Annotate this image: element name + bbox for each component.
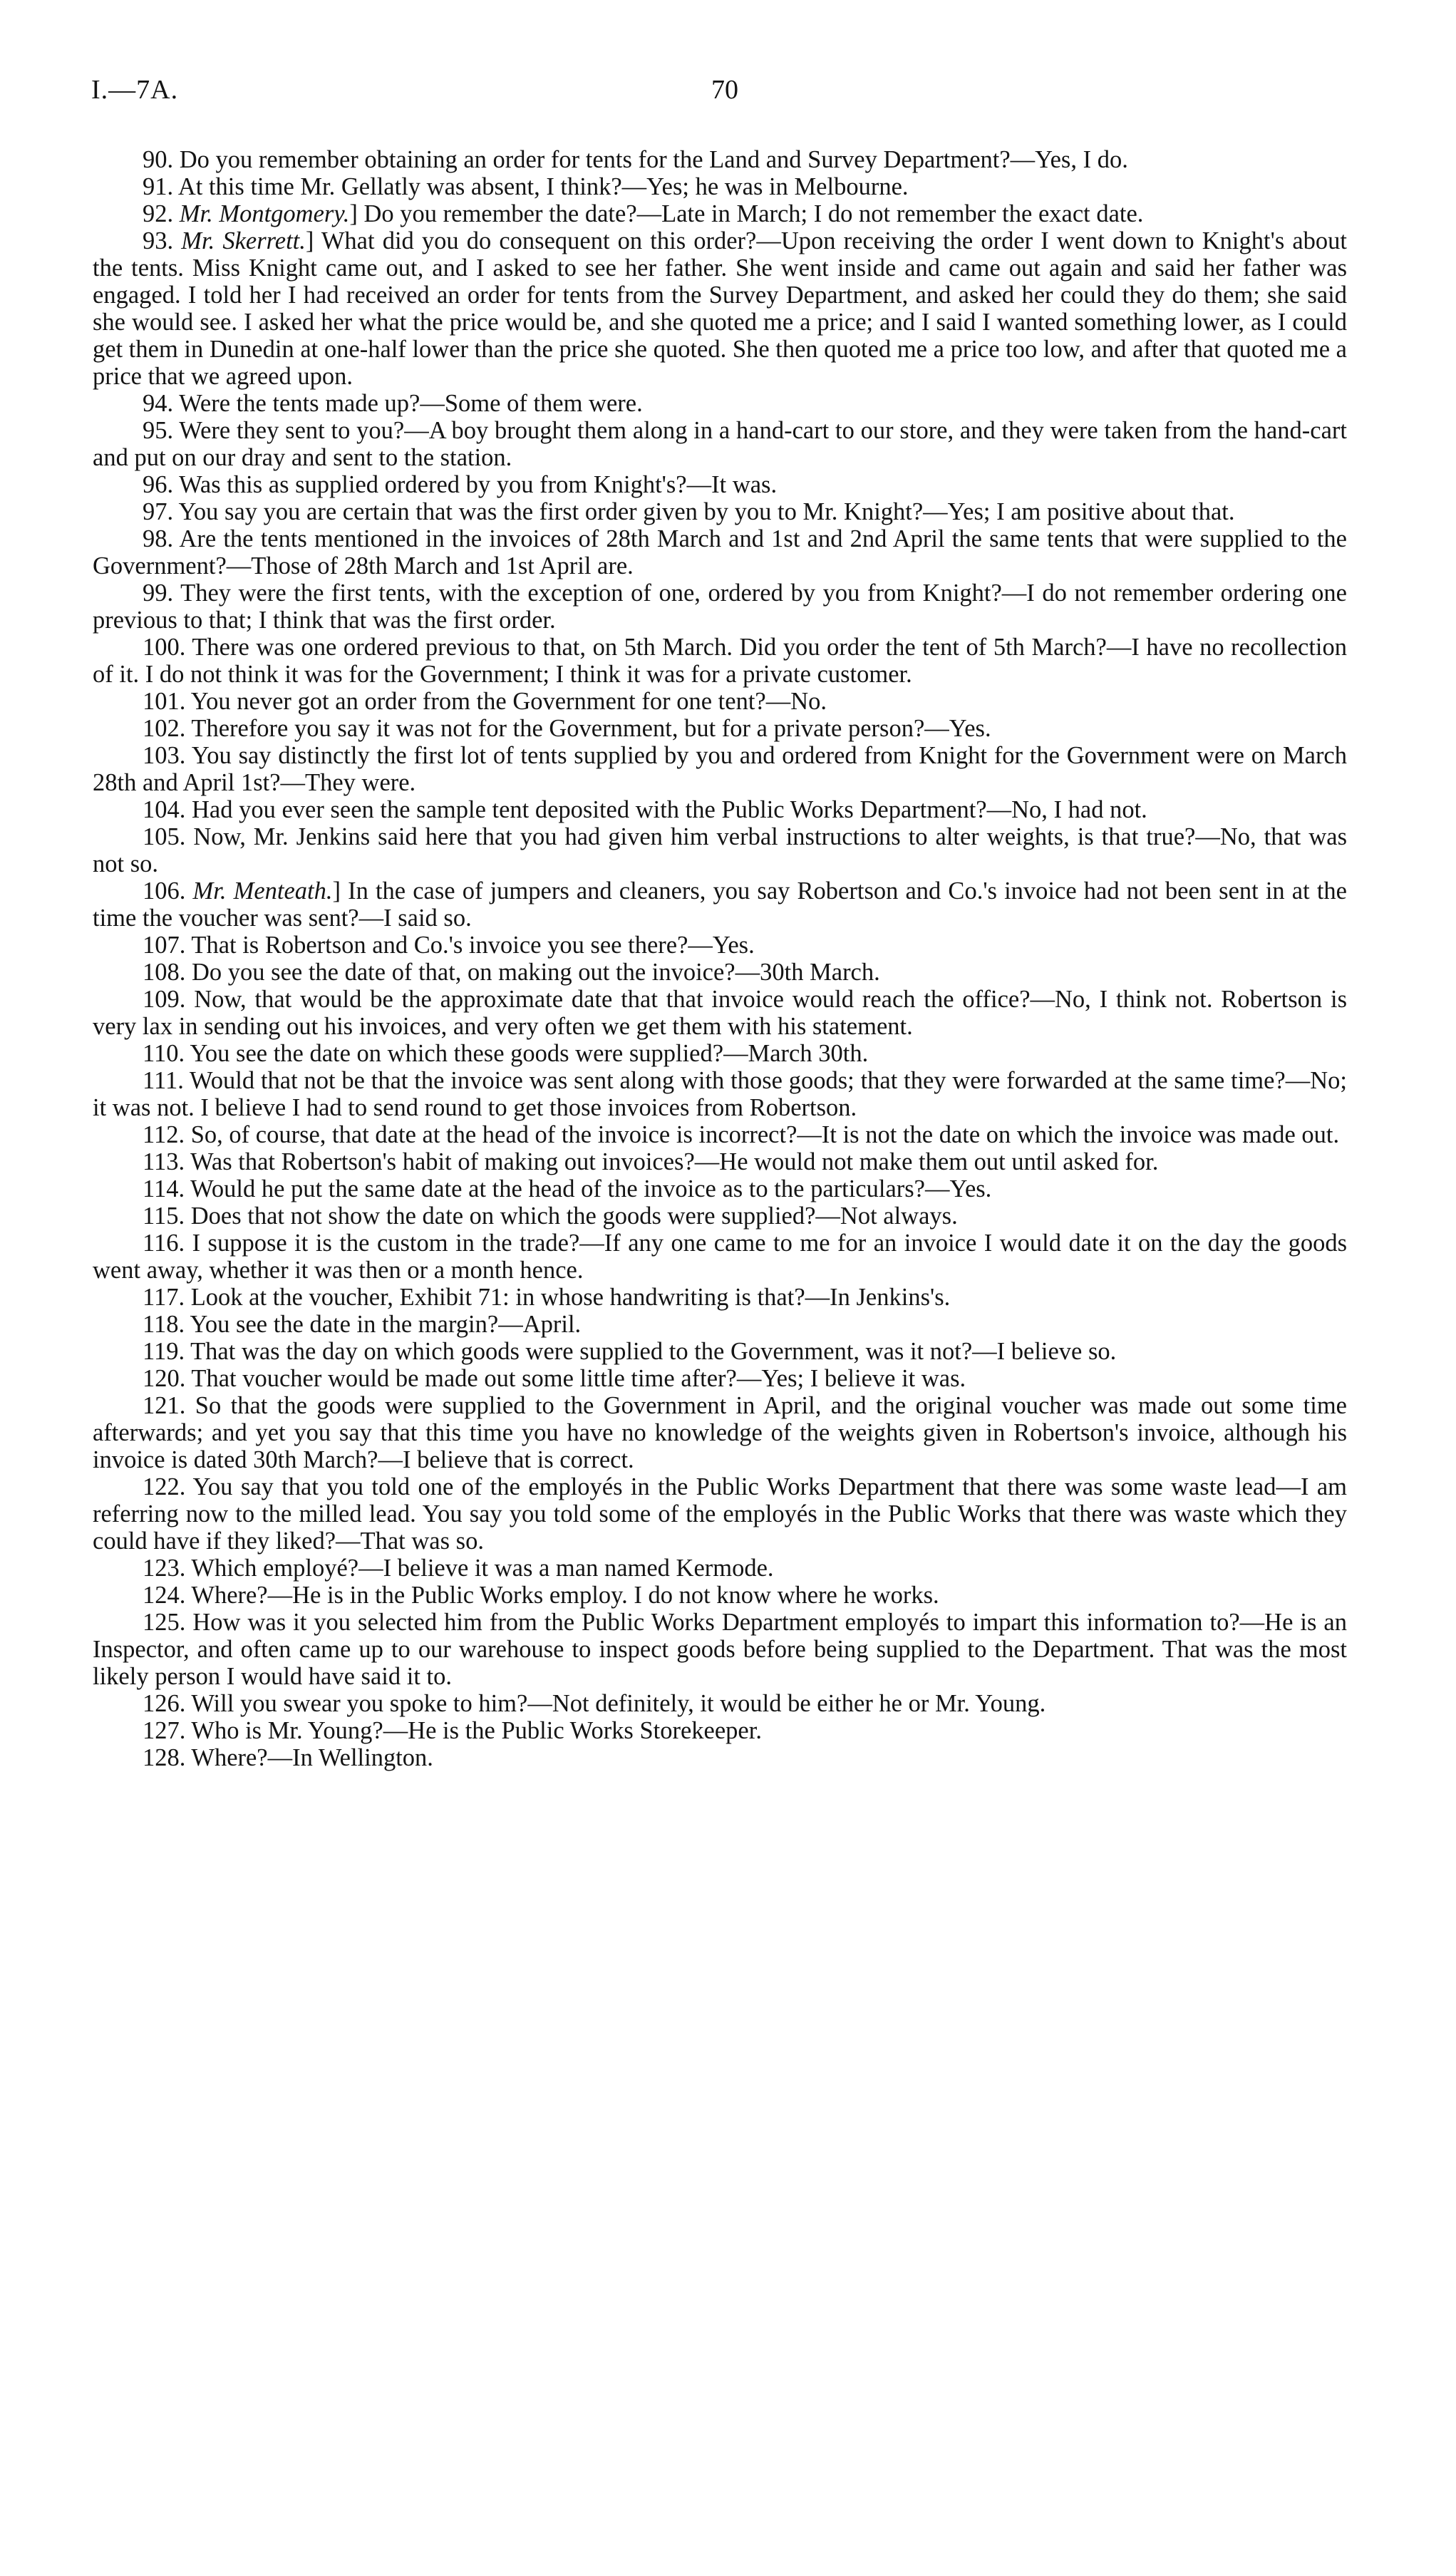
evidence-paragraph xyxy=(93,959,1347,986)
paragraph-text: 105. Now, Mr. Jenkins said here that you had given him verbal instructions to alter weights, is that true?—No, that was not so. xyxy=(93,823,1347,877)
evidence-paragraph xyxy=(93,1690,1347,1717)
document-reference: I.—7A. xyxy=(91,75,179,105)
paragraph-text: 99. They were the first tents, with the exception of one, ordered by you from Knight?—I do not remember ordering one previous to that; I think that was the first order. xyxy=(93,579,1347,634)
paragraph-text: 119. That was the day on which goods were supplied to the Government, was it not?—I believe so. xyxy=(143,1338,1117,1365)
paragraph-text: 101. You never got an order from the Government for one tent?—No. xyxy=(143,688,827,715)
evidence-paragraph xyxy=(93,1582,1347,1609)
evidence-paragraph xyxy=(93,1284,1347,1311)
evidence-paragraph xyxy=(93,579,1347,634)
evidence-paragraph xyxy=(93,796,1347,823)
evidence-paragraph xyxy=(93,715,1347,742)
paragraph-text: 121. So that the goods were supplied to the Government in April, and the original voucher was made out some time afterwards; and yet you say that this time you have no knowledge of the weights given in Robertson's invoice, although his invoice is dated 30th March?—I believe that is correct. xyxy=(93,1392,1347,1473)
evidence-paragraph xyxy=(93,173,1347,200)
evidence-paragraph xyxy=(93,1067,1347,1121)
question-number: 92. xyxy=(143,200,174,227)
evidence-paragraph xyxy=(93,1311,1347,1338)
paragraph-text: ] Do you remember the date?—Late in March; I do not remember the exact date. xyxy=(349,200,1144,227)
evidence-paragraph xyxy=(93,227,1347,390)
paragraph-text: 109. Now, that would be the approximate date that that invoice would reach the office?—No, I think not. Robertson is very lax in sending out his invoices, and very often we get them with his statement. xyxy=(93,986,1347,1040)
paragraph-text: 110. You see the date on which these goods were supplied?—March 30th. xyxy=(143,1040,869,1067)
evidence-paragraph xyxy=(93,1230,1347,1284)
evidence-paragraph xyxy=(93,1392,1347,1473)
paragraph-text: 111. Would that not be that the invoice was sent along with those goods; that they were forwarded at the same time?—No; it was not. I believe I had to send round to get those invoices from Robertson. xyxy=(93,1067,1347,1121)
paragraph-text: 100. There was one ordered previous to that, on 5th March. Did you order the tent of 5th March?—I have no recollection of it. I do not think it was for the Government; I think it was for a private customer. xyxy=(93,634,1347,688)
paragraph-text: 97. You say you are certain that was the first order given by you to Mr. Knight?—Yes; I am positive about that. xyxy=(143,498,1235,525)
evidence-paragraph xyxy=(93,1175,1347,1202)
page-header xyxy=(91,74,1346,114)
evidence-paragraph xyxy=(93,1717,1347,1744)
evidence-paragraph xyxy=(93,1744,1347,1771)
evidence-paragraph xyxy=(93,932,1347,959)
evidence-paragraph xyxy=(93,823,1347,877)
evidence-paragraph xyxy=(93,634,1347,688)
paragraph-text: 114. Would he put the same date at the head of the invoice as to the particulars?—Yes. xyxy=(143,1175,992,1202)
paragraph-text: 95. Were they sent to you?—A boy brought them along in a hand-cart to our store, and they were taken from the hand-cart and put on our dray and sent to the station. xyxy=(93,417,1347,471)
paragraph-text: 103. You say distinctly the first lot of tents supplied by you and ordered from Knight for the Government were on March 28th and April 1st?—They were. xyxy=(93,742,1347,796)
evidence-paragraph xyxy=(93,146,1347,173)
paragraph-text: 116. I suppose it is the custom in the trade?—If any one came to me for an invoice I would date it on the day the goods went away, whether it was then or a month hence. xyxy=(93,1230,1347,1284)
evidence-paragraph xyxy=(93,1555,1347,1582)
paragraph-text: 124. Where?—He is in the Public Works employ. I do not know where he works. xyxy=(143,1582,939,1609)
evidence-paragraph xyxy=(93,1148,1347,1175)
page-number: 70 xyxy=(711,75,738,105)
evidence-paragraph xyxy=(93,1040,1347,1067)
evidence-paragraph xyxy=(93,1609,1347,1690)
paragraph-text: ] What did you do consequent on this order?—Upon receiving the order I went down to Knight's about the tents. Miss Knight came out, and I asked to see her father. She went inside and came out again and said her father was engaged. I told her I had received an order for tents from the Survey Department, and asked her could they do them; she said she would see. I asked her what the price would be, and she quoted me a price; and I said I wanted something lower, as I could get them in Dunedin at one-half lower than the price she quoted. She then quoted me a price too low, and after that quoted me a price that we agreed upon. xyxy=(93,227,1348,390)
evidence-paragraph xyxy=(93,688,1347,715)
paragraph-text: 113. Was that Robertson's habit of making out invoices?—He would not make them out until asked for. xyxy=(143,1148,1159,1175)
paragraph-text: 122. You say that you told one of the employés in the Public Works Department that there was some waste lead—I am referring now to the milled lead. You say you told some of the employés in the Public Works that there was waste which they could have if they liked?—That was so. xyxy=(93,1473,1347,1555)
paragraph-text: 117. Look at the voucher, Exhibit 71: in whose handwriting is that?—In Jenkins's. xyxy=(143,1284,951,1311)
paragraph-text: 125. How was it you selected him from the Public Works Department employés to impart this information to?—He is an Inspector, and often came up to our warehouse to inspect goods before being supplied to the Department. That was the most likely person I would have said it to. xyxy=(93,1609,1347,1690)
paragraph-text: 98. Are the tents mentioned in the invoices of 28th March and 1st and 2nd April the same tents that were supplied to the Government?—Those of 28th March and 1st April are. xyxy=(93,525,1347,579)
paragraph-text: 91. At this time Mr. Gellatly was absent, I think?—Yes; he was in Melbourne. xyxy=(143,173,909,200)
evidence-paragraph xyxy=(93,1202,1347,1230)
evidence-paragraph xyxy=(93,1365,1347,1392)
paragraph-text: 123. Which employé?—I believe it was a man named Kermode. xyxy=(143,1555,774,1582)
evidence-paragraph xyxy=(93,877,1347,932)
paragraph-text: 102. Therefore you say it was not for the Government, but for a private person?—Yes. xyxy=(143,715,991,742)
evidence-paragraph xyxy=(93,200,1347,227)
evidence-paragraph xyxy=(93,471,1347,498)
paragraph-text: 126. Will you swear you spoke to him?—Not definitely, it would be either he or Mr. Young. xyxy=(143,1690,1046,1717)
paragraph-text: 90. Do you remember obtaining an order for tents for the Land and Survey Department?—Yes, I do. xyxy=(143,146,1128,173)
evidence-text xyxy=(93,146,1347,1771)
paragraph-text: 112. So, of course, that date at the head of the invoice is incorrect?—It is not the date on which the invoice was made out. xyxy=(143,1121,1340,1148)
speaker-name: Mr. Skerrett. xyxy=(181,227,306,254)
speaker-name: Mr. Montgomery. xyxy=(179,200,350,227)
evidence-paragraph xyxy=(93,498,1347,525)
evidence-paragraph xyxy=(93,986,1347,1040)
paragraph-text: 107. That is Robertson and Co.'s invoice you see there?—Yes. xyxy=(143,932,755,959)
evidence-paragraph xyxy=(93,390,1347,417)
evidence-paragraph xyxy=(93,1338,1347,1365)
paragraph-text: 104. Had you ever seen the sample tent deposited with the Public Works Department?—No, I had not. xyxy=(143,796,1147,823)
evidence-paragraph xyxy=(93,1473,1347,1555)
paragraph-text: 127. Who is Mr. Young?—He is the Public Works Storekeeper. xyxy=(143,1717,762,1744)
paragraph-text: 118. You see the date in the margin?—April. xyxy=(143,1311,582,1338)
evidence-paragraph xyxy=(93,1121,1347,1148)
paragraph-text: 120. That voucher would be made out some little time after?—Yes; I believe it was. xyxy=(143,1365,966,1392)
paragraph-text: ] In the case of jumpers and cleaners, you say Robertson and Co.'s invoice had not been sent in at the time the voucher was sent?—I said so. xyxy=(93,877,1347,932)
question-number: 106. xyxy=(143,877,186,905)
paragraph-text: 115. Does that not show the date on which the goods were supplied?—Not always. xyxy=(143,1202,958,1230)
question-number: 93. xyxy=(143,227,174,254)
paragraph-text: 96. Was this as supplied ordered by you from Knight's?—It was. xyxy=(143,471,778,498)
paragraph-text: 94. Were the tents made up?—Some of them were. xyxy=(143,390,643,417)
paragraph-text: 128. Where?—In Wellington. xyxy=(143,1744,433,1771)
speaker-name: Mr. Menteath. xyxy=(192,877,333,905)
evidence-paragraph xyxy=(93,742,1347,796)
paragraph-text: 108. Do you see the date of that, on making out the invoice?—30th March. xyxy=(143,959,880,986)
evidence-paragraph xyxy=(93,525,1347,579)
evidence-paragraph xyxy=(93,417,1347,471)
